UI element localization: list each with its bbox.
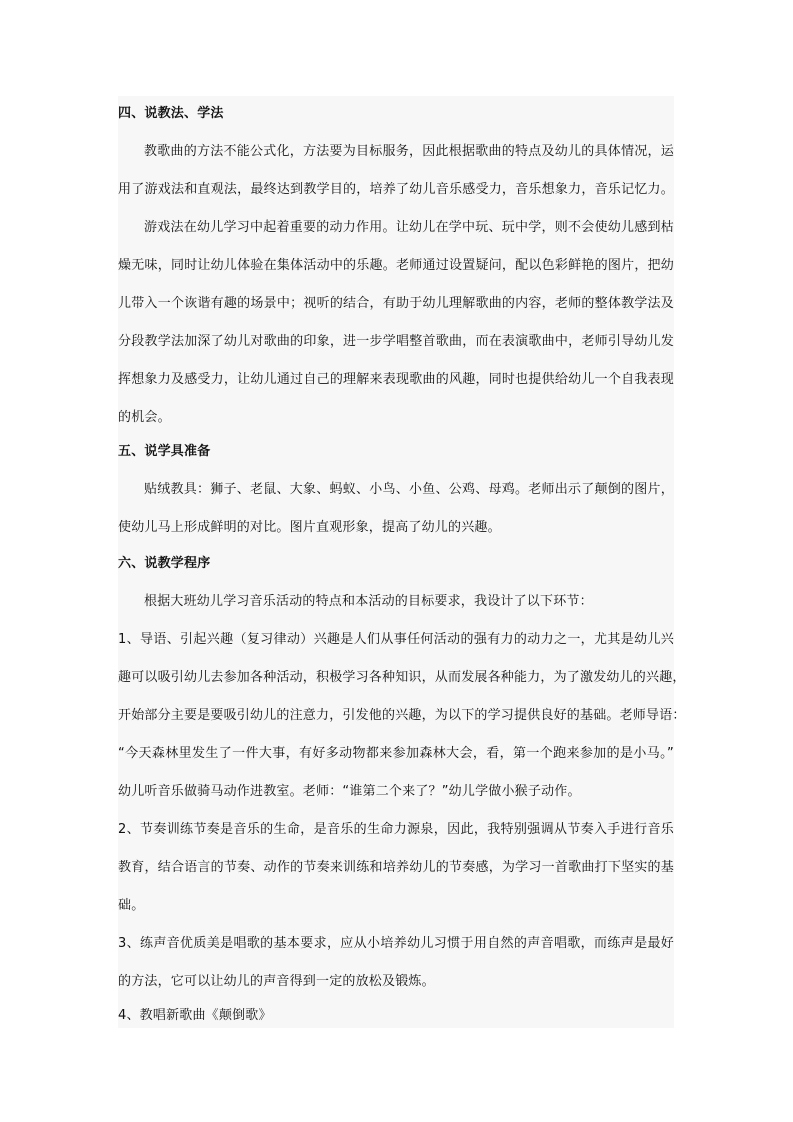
paragraph-line: 贴绒教具：狮子、老鼠、大象、蚂蚁、小鸟、小鱼、公鸡、母鸡。老师出示了颠倒的图片， <box>144 482 674 497</box>
section-heading-teaching-procedure: 六、说教学程序 <box>118 556 211 571</box>
paragraph-line: 根据大班幼儿学习音乐活动的特点和本活动的目标要求，我设计了以下环节： <box>144 594 593 609</box>
paragraph-line: 幼儿听音乐做骑马动作进教室。老师：“谁第二个来了？”幼儿学做小猴子动作。 <box>118 784 581 799</box>
paragraph-line: 2、节奏训练节奏是音乐的生命，是音乐的生命力源泉，因此，我特别强调从节奏入手进行音乐 <box>118 822 674 837</box>
paragraph-line: 开始部分主要是要吸引幼儿的注意力，引发他的兴趣，为以下的学习提供良好的基础。老师导语： <box>118 708 686 723</box>
paragraph-line: 趣可以吸引幼儿去参加各种活动，积极学习各种知识，从而发展各种能力，为了激发幼儿的兴趣， <box>118 670 686 685</box>
paragraph-line: 的方法，它可以让幼儿的声音得到一定的放松及锻炼。 <box>118 974 435 989</box>
paragraph-line: 础。 <box>118 898 145 913</box>
paragraph-line: 教育，结合语言的节奏、动作的节奏来训练和培养幼儿的节奏感，为学习一首歌曲打下坚实的基 <box>118 860 674 875</box>
paragraph-line: 3、练声音优质美是唱歌的基本要求，应从小培养幼儿习惯于用自然的声音唱歌，而练声是最好 <box>118 936 674 951</box>
paragraph-line: 使幼儿马上形成鲜明的对比。图片直观形象，提高了幼儿的兴趣。 <box>118 520 501 535</box>
paragraph-line: 挥想象力及感受力，让幼儿通过自己的理解来表现歌曲的风趣，同时也提供给幼儿一个自我表现 <box>118 372 674 387</box>
document-body <box>118 96 686 1028</box>
paragraph-line: 分段教学法加深了幼儿对歌曲的印象，进一步学唱整首歌曲，而在表演歌曲中，老师引导幼儿发 <box>118 334 674 349</box>
paragraph-line: “今天森林里发生了一件大事，有好多动物都来参加森林大会，看，第一个跑来参加的是小马。” <box>118 746 674 761</box>
section-heading-teaching-aids: 五、说学具准备 <box>118 444 211 459</box>
paragraph-line: 教歌曲的方法不能公式化，方法要为目标服务，因此根据歌曲的特点及幼儿的具体情况，运 <box>144 144 674 159</box>
paragraph-line: 1、导语、引起兴趣（复习律动）兴趣是人们从事任何活动的强有力的动力之一，尤其是幼儿兴 <box>118 632 674 647</box>
paragraph-line: 的机会。 <box>118 410 171 425</box>
paragraph-line: 用了游戏法和直观法，最终达到教学目的，培养了幼儿音乐感受力，音乐想象力，音乐记忆力。 <box>118 182 674 197</box>
paragraph-line: 4、教唱新歌曲《颠倒歌》 <box>118 1008 272 1023</box>
paragraph-line: 燥无味，同时让幼儿体验在集体活动中的乐趣。老师通过设置疑问，配以色彩鲜艳的图片，把幼 <box>118 258 674 273</box>
section-heading-teaching-methods: 四、说教法、学法 <box>118 106 224 121</box>
paragraph-line: 儿带入一个诙谐有趣的场景中；视听的结合，有助于幼儿理解歌曲的内容，老师的整体教学法及 <box>118 296 674 311</box>
paragraph-line: 游戏法在幼儿学习中起着重要的动力作用。让幼儿在学中玩、玩中学，则不会使幼儿感到枯 <box>144 220 674 235</box>
